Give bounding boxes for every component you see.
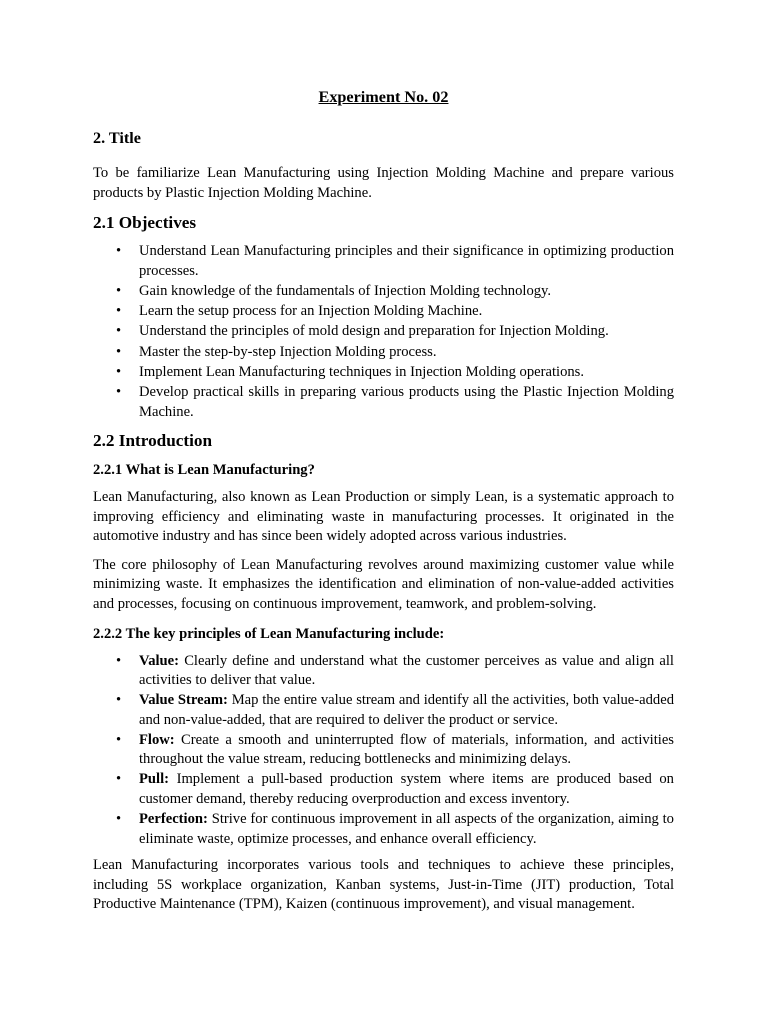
principle-term: Value Stream: <box>139 692 228 709</box>
principle-text: Strive for continuous improvement in all aspects of the organization, aiming to eliminate waste, optimize processes, and enhance overall efficiency. <box>139 810 674 847</box>
principle-term: Pull: <box>139 771 169 788</box>
principle-item <box>139 770 674 809</box>
principle-item <box>139 691 674 730</box>
intro-paragraph-2: The core philosophy of Lean Manufacturing revolves around maximizing customer value while minimizing waste. It emphasizes the identification and elimination of non-value-added activities and processes, focusing on continuous improvement, teamwork, and problem-solving. <box>93 556 674 613</box>
objective-item: • Gain knowledge of the fundamentals of Injection Molding technology. <box>139 282 674 302</box>
title-text: To be familiarize Lean Manufacturing using Injection Molding Machine and prepare various products by Plastic Injection Molding Machine. <box>93 165 674 201</box>
objective-item: • Learn the setup process for an Injection Molding Machine. <box>139 302 674 322</box>
objective-item: • Understand Lean Manufacturing principles and their significance in optimizing production processes. <box>139 242 674 281</box>
what-is-lean-heading: 2.2.1 What is Lean Manufacturing? <box>93 462 315 479</box>
principle-term: Perfection: <box>139 810 208 827</box>
intro-paragraph-1: Lean Manufacturing, also known as Lean Production or simply Lean, is a systematic approach to improving efficiency and eliminating waste in manufacturing processes. It originated in the automotive industry and has since been widely adopted across various industries. <box>93 489 674 545</box>
principle-term: Flow: <box>139 731 175 748</box>
experiment-title: Experiment No. 02 <box>318 88 449 106</box>
objective-item: • Master the step-by-step Injection Molding process. <box>139 343 674 363</box>
principle-text: Create a smooth and uninterrupted flow of materials, information, and activities throughout the value stream, reducing bottlenecks and minimizing delays. <box>139 731 674 768</box>
principle-term: Value: <box>139 652 180 669</box>
objectives-list <box>93 242 674 422</box>
principle-text: Map the entire value stream and identify all the activities, both value-added and non-value-added, that are required to deliver the product or service. <box>139 692 674 728</box>
principles-list <box>93 652 674 850</box>
closing-paragraph: Lean Manufacturing incorporates various tools and techniques to achieve these principles, including 5S workplace organization, Kanban systems, Just-in-Time (JIT) production, Total Productive Maintenance (TPM), Kaizen (continuous improvement), and visual management. <box>93 857 674 913</box>
principle-text: Implement a pull-based production system where items are produced based on customer demand, thereby reducing overproduction and excess inventory. <box>139 771 674 807</box>
objectives-heading: 2.1 Objectives <box>93 213 197 233</box>
principle-text: Clearly define and understand what the customer perceives as value and align all activities to deliver that value. <box>139 652 674 689</box>
objective-item: • Understand the principles of mold design and preparation for Injection Molding. <box>139 322 674 342</box>
principle-item <box>139 810 674 849</box>
objective-item: • Develop practical skills in preparing various products using the Plastic Injection Molding Machine. <box>139 383 674 422</box>
principle-item <box>139 731 674 770</box>
title-heading: 2. Title <box>93 129 141 147</box>
objective-item: • Implement Lean Manufacturing techniques in Injection Molding operations. <box>139 363 674 383</box>
principle-item <box>139 652 674 691</box>
principles-heading: 2.2.2 The key principles of Lean Manufacturing include: <box>93 625 445 642</box>
introduction-heading: 2.2 Introduction <box>93 431 213 451</box>
